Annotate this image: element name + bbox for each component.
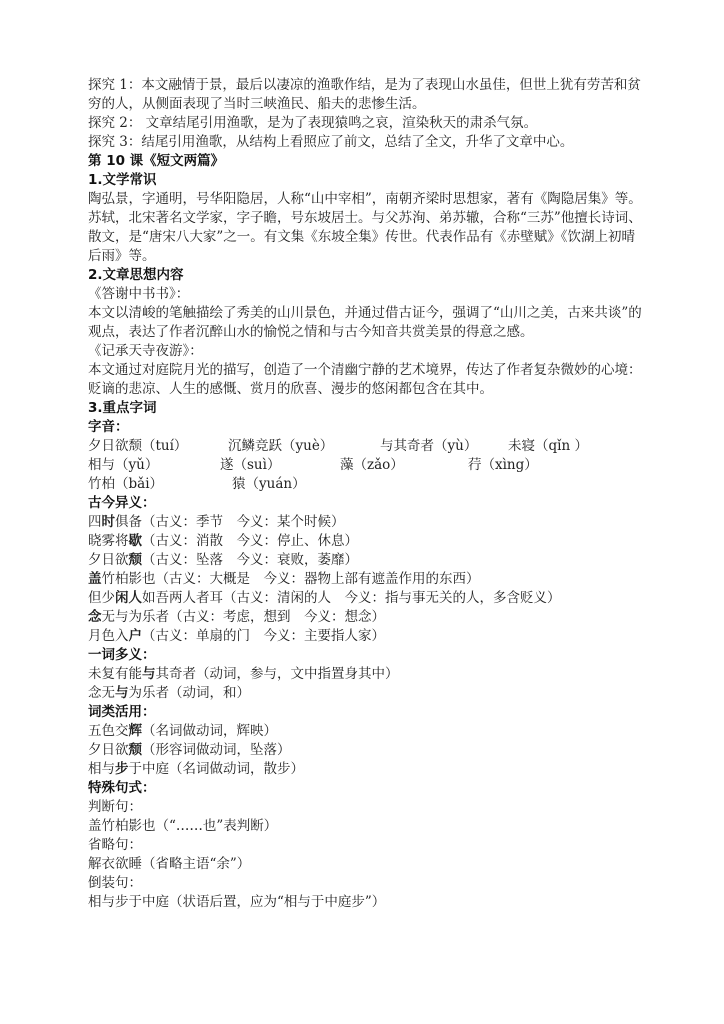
gujin-label: 古今异义： <box>88 495 156 511</box>
pron-item: 竹柏（bǎi） <box>88 476 164 492</box>
author-tao: 陶弘景，字通明，号华阳隐居，人称“山中宰相”，南朝齐梁时思想家，著有《陶隐居集》等。 <box>88 191 642 207</box>
key-char: 念 <box>88 609 102 625</box>
duoyi-item: 未复有能与其奇者（动词，参与，文中指置身其中） <box>88 666 399 682</box>
key-char: 颓 <box>128 742 142 758</box>
pron-item: 遂（suì） <box>220 457 281 473</box>
gujin-item: 晓雾将歇（古义：消散 今义：停止、休息） <box>88 533 358 549</box>
special-item: 相与步于中庭（状语后置，应为“相与于中庭步”） <box>88 894 386 910</box>
key-char: 闲人 <box>115 590 142 606</box>
key-char: 时 <box>101 514 115 530</box>
special-item: 省略句： <box>88 837 142 853</box>
explore-1: 探究 1：本文融情于景，最后以凄凉的渔歌作结，是为了表现山水虽佳，但世上犹有劳苦和贫穷的人，从侧面表现了当时三峡渔民、船夫的悲惨生活。 <box>88 77 641 112</box>
huoyong-item: 五色交辉（名词做动词，辉映） <box>88 723 277 739</box>
text-summary-1: 本文以清峻的笔触描绘了秀美的山川景色，并通过借古证今，强调了“山川之美，古来共谈”的观点，表达了作者沉醉山水的愉悦之情和与古今知音共赏美景的得意之感。 <box>88 305 642 340</box>
explore-3: 探究 3：结尾引用渔歌，从结构上看照应了前文，总结了全文，升华了文章中心。 <box>88 134 574 150</box>
gujin-item: 夕日欲颓（古义：坠落 今义：衰败，萎靡） <box>88 552 358 568</box>
special-label: 特殊句式： <box>88 780 156 796</box>
document-page <box>88 76 648 912</box>
pronunciation-label: 字音： <box>88 419 129 435</box>
gujin-item: 盖竹柏影也（古义：大概是 今义：器物上部有遮盖作用的东西） <box>88 571 480 587</box>
key-char: 辉 <box>128 723 142 739</box>
huoyong-label: 词类活用： <box>88 704 156 720</box>
huoyong-item: 夕日欲颓（形容词做动词，坠落） <box>88 742 291 758</box>
key-char: 颓 <box>128 552 142 568</box>
key-char: 盖 <box>88 571 102 587</box>
pronunciation-row <box>88 437 648 456</box>
section-heading-words: 3.重点字词 <box>88 400 157 416</box>
key-char: 与 <box>115 685 129 701</box>
pron-item: 未寝（qǐn ） <box>508 438 588 454</box>
huoyong-item: 相与步于中庭（名词做动词，散步） <box>88 761 304 777</box>
pron-item: 与其奇者（yù） <box>380 438 478 454</box>
section-heading-literature: 1.文学常识 <box>88 172 157 188</box>
pronunciation-row <box>88 475 648 494</box>
text-title-1: 《答谢中书书》： <box>88 286 190 302</box>
key-char: 歇 <box>128 533 142 549</box>
section-heading-content: 2.文章思想内容 <box>88 267 184 283</box>
pron-item: 藻（zǎo） <box>340 457 404 473</box>
text-summary-2: 本文通过对庭院月光的描写，创造了一个清幽宁静的艺术境界，传达了作者复杂微妙的心境：贬谪的悲凉、人生的感慨、赏月的欣喜、漫步的悠闲都包含在其中。 <box>88 362 642 397</box>
gujin-item: 但少闲人如吾两人者耳（古义：清闲的人 今义：指与事无关的人，多含贬义） <box>88 590 561 606</box>
key-char: 步 <box>115 761 129 777</box>
special-item: 解衣欲睡（省略主语“余”） <box>88 856 251 872</box>
text-title-2: 《记承天寺夜游》： <box>88 343 203 359</box>
special-item: 倒装句： <box>88 875 142 891</box>
pron-item: 相与（yǔ） <box>88 457 159 473</box>
gujin-item: 念无与为乐者（古义：考虑，想到 今义：想念） <box>88 609 385 625</box>
lesson-title: 第 10 课《短文两篇》 <box>88 153 225 169</box>
special-item: 盖竹柏影也（“……也”表判断） <box>88 818 278 834</box>
pron-item: 猿（yuán） <box>232 476 306 492</box>
special-item: 判断句： <box>88 799 142 815</box>
pron-item: 夕日欲颓（tuí） <box>88 438 188 454</box>
gujin-item: 月色入户（古义：单扇的门 今义：主要指人家） <box>88 628 385 644</box>
duoyi-item: 念无与为乐者（动词，和） <box>88 685 250 701</box>
author-su: 苏轼，北宋著名文学家，字子瞻，号东坡居士。与父苏洵、弟苏辙，合称“三苏”他擅长诗词、散文，是“唐宋八大家”之一。有文集《东坡全集》传世。代表作品有《赤壁赋》《饮湖上初晴后雨》等。 <box>88 210 642 264</box>
key-char: 户 <box>128 628 142 644</box>
gujin-item: 四时俱备（古义：季节 今义：某个时候） <box>88 514 345 530</box>
duoyi-label: 一词多义： <box>88 647 156 663</box>
pron-item: 沉鳞竞跃（yuè） <box>228 438 334 454</box>
explore-2: 探究 2： 文章结尾引用渔歌，是为了表现猿鸣之哀，渲染秋天的肃杀气氛。 <box>88 115 538 131</box>
pronunciation-row <box>88 456 648 475</box>
pron-item: 荇（xìng） <box>468 457 538 473</box>
key-char: 与 <box>142 666 156 682</box>
